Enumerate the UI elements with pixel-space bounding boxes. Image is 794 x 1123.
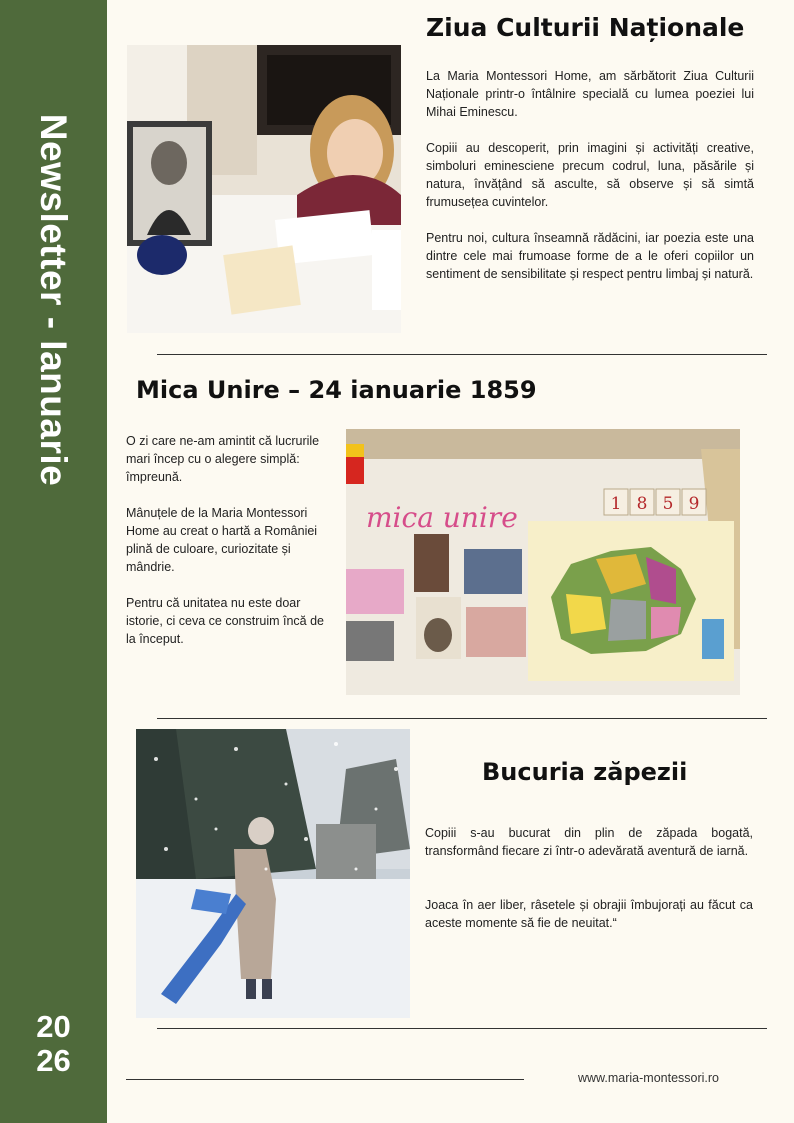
mica-unire-map-photo xyxy=(346,429,740,695)
website-link[interactable]: www.maria-montessori.ro xyxy=(578,1071,720,1085)
year-line-1: 20 xyxy=(36,1009,71,1044)
year-digit-3: 5 xyxy=(662,494,674,514)
map-banner-text: mica unire xyxy=(366,501,518,534)
year-digit-4: 9 xyxy=(688,494,700,514)
section2-paragraph-2: Mânuțele de la Maria Montessori Home au creat o hartă a României plină de culoare, curiozitate și mândrie. xyxy=(126,506,318,574)
section1-heading: Ziua Culturii Naționale xyxy=(426,13,745,42)
year-digit-2: 8 xyxy=(636,494,648,514)
section2-heading: Mica Unire – 24 ianuarie 1859 xyxy=(136,376,537,404)
section1-paragraph-3: Pentru noi, cultura înseamnă rădăcini, iar poezia este una dintre cele mai frumoase forme de a le oferi copiilor un sentiment de sensibilitate și respect pentru limbaj și natură. xyxy=(426,231,754,281)
divider-3 xyxy=(157,1028,767,1029)
section3-paragraph-2: Joaca în aer liber, râsetele și obrajii îmbujorați au făcut ca aceste momente să fie de neuitat.“ xyxy=(425,898,753,930)
divider-2 xyxy=(157,718,767,719)
section3-paragraph-1: Copiii s-au bucurat din plin de zăpada bogată, transformând fiecare zi într-o adevărată aventură de iarnă. xyxy=(425,826,753,858)
section2-paragraph-1: O zi care ne-am amintit că lucrurile mari încep cu o alegere simplă: împreună. xyxy=(126,434,320,484)
newsletter-year xyxy=(0,1010,107,1078)
year-line-2: 26 xyxy=(36,1043,71,1078)
section2-paragraph-3: Pentru că unitatea nu este doar istorie, ci ceva ce construim încă de la început. xyxy=(126,596,324,646)
footer-line xyxy=(126,1079,524,1080)
sidebar xyxy=(0,0,107,1123)
newsletter-title: Newsletter - Ianuarie xyxy=(33,113,74,487)
section1-paragraph-1: La Maria Montessori Home, am sărbătorit Ziua Culturii Naționale printr-o întâlnire specială cu lumea poeziei lui Mihai Eminescu. xyxy=(426,69,754,119)
eminescu-activity-photo xyxy=(127,45,401,333)
section3-heading: Bucuria zăpezii xyxy=(482,758,688,786)
snow-play-photo xyxy=(136,729,410,1018)
divider-1 xyxy=(157,354,767,355)
section1-paragraph-2: Copiii au descoperit, prin imagini și activități creative, simboluri eminesciene precum codrul, luna, păsările și natura, învățând să asculte, să observe și să simtă frumusețea cuvintelor. xyxy=(426,141,754,209)
year-digit-1: 1 xyxy=(610,494,622,514)
